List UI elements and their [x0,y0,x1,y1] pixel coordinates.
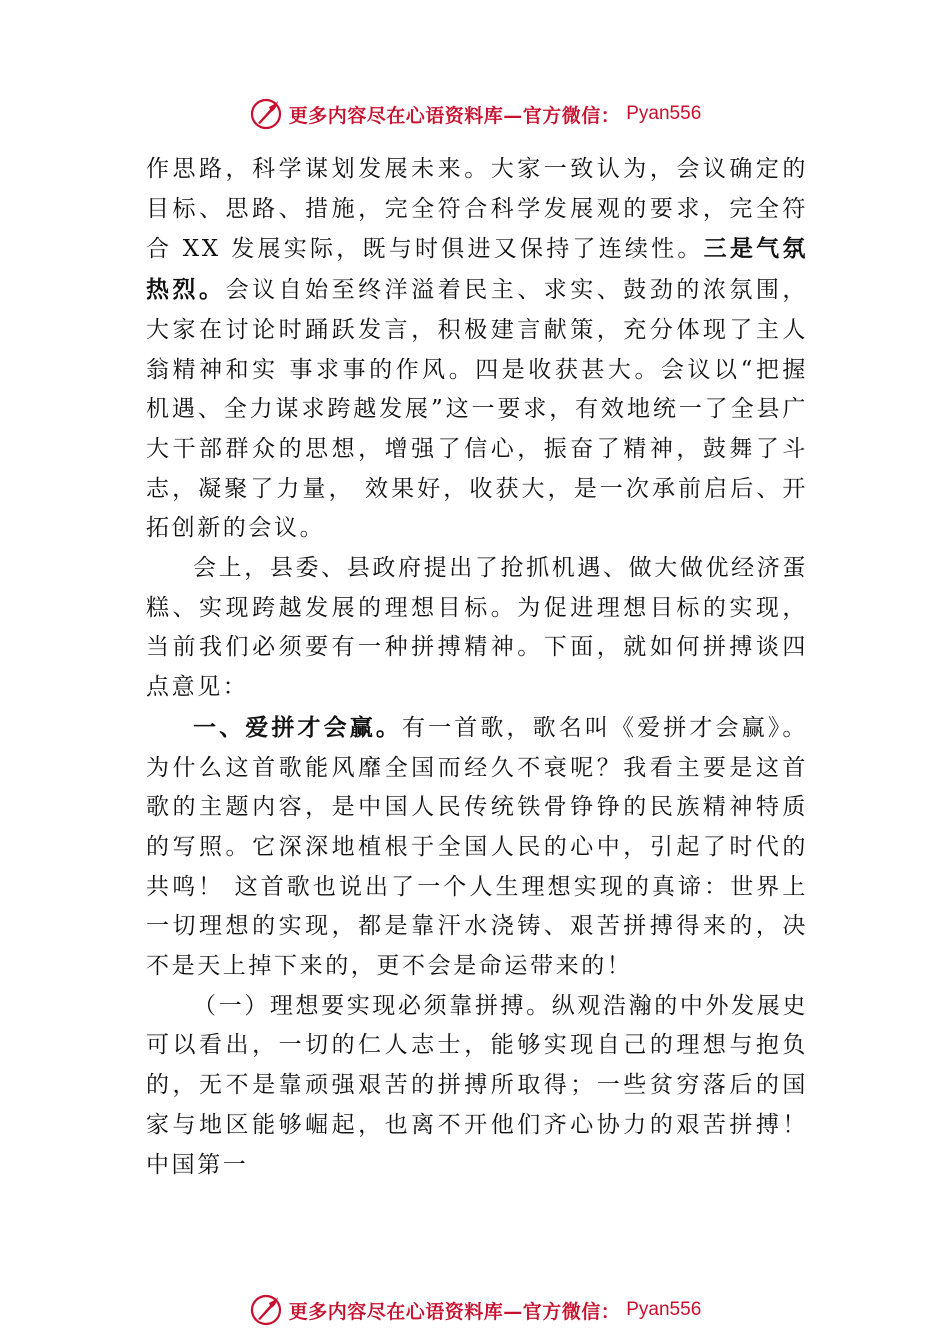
subsection-heading-1: （一）理想要实现必须靠拼搏。 [193,992,552,1019]
paragraph-1 [146,150,808,549]
paragraph-2: 会上，县委、县政府提出了抢抓机遇、做大做优经济蛋糕、实现跨越发展的理想目标。为促进理想目标的实现，当前我们必须要有一种拼搏精神。下面，就如何拼搏谈四点意见： [146,555,808,701]
document-body [146,150,808,1185]
paragraph-1-tail: 会议自始至终洋溢着民主、求实、鼓劲的浓氛围，大家在讨论时踊跃发言，积极建言献策，充分体现了主人翁精神和实 事求事的作风。四是收获甚大。会议以“把握机遇、全力谋求跨越发展”这一要求，有效地统一了全县广大干部群众的思想，增强了信心，振奋了精神，鼓舞了斗志，凝聚了力量， 效果好，收获大，是一次承前启后、开拓创新的会议。 [146,277,808,542]
quill-logo-icon [249,1293,283,1327]
paragraph-4-text: 纵观浩瀚的中外发展史可以看出，一切的仁人志士，能够实现自己的理想与抱负的，无不是靠顽强艰苦的拼搏所取得；一些贫穷落后的国家与地区能够崛起，也离不开他们齐心协力的艰苦拼搏！中国第一 [146,992,808,1178]
footer-watermark [0,1290,950,1330]
quill-logo-icon [249,97,283,131]
header-watermark [0,94,950,134]
watermark-text: 更多内容尽在心语资料库—官方微信： [288,104,621,127]
paragraph-3 [146,708,808,987]
watermark-text: 更多内容尽在心语资料库—官方微信： [288,1300,621,1323]
watermark-account: Pyan556 [626,1299,702,1320]
section-heading-1: 一、爱拼才会赢。 [193,713,403,741]
watermark-account: Pyan556 [626,103,702,124]
paragraph-3-text: 有一首歌，歌名叫《爱拼才会赢》。为什么这首歌能风靡全国而经久不衰呢？我看主要是这首歌的主题内容，是中国人民传统铁骨铮铮的民族精神特质的写照。它深深地植根于全国人民的心中，引起了时代的共鸣！ 这首歌也说出了一个人生理想实现的真谛：世界上一切理想的实现，都是靠汗水浇铸、艰苦拼搏得来的，决不是天上掉下来的，更不会是命运带来的！ [146,714,808,980]
paragraph-1-text: 作思路，科学谋划发展未来。大家一致认为，会议确定的目标、思路、措施，完全符合科学发展观的要求，完全符合 XX 发展实际，既与时俱进又保持了连续性。 [146,156,808,263]
paragraph-1-bold: 三是气氛热烈。 [146,235,808,304]
paragraph-4 [146,987,808,1186]
